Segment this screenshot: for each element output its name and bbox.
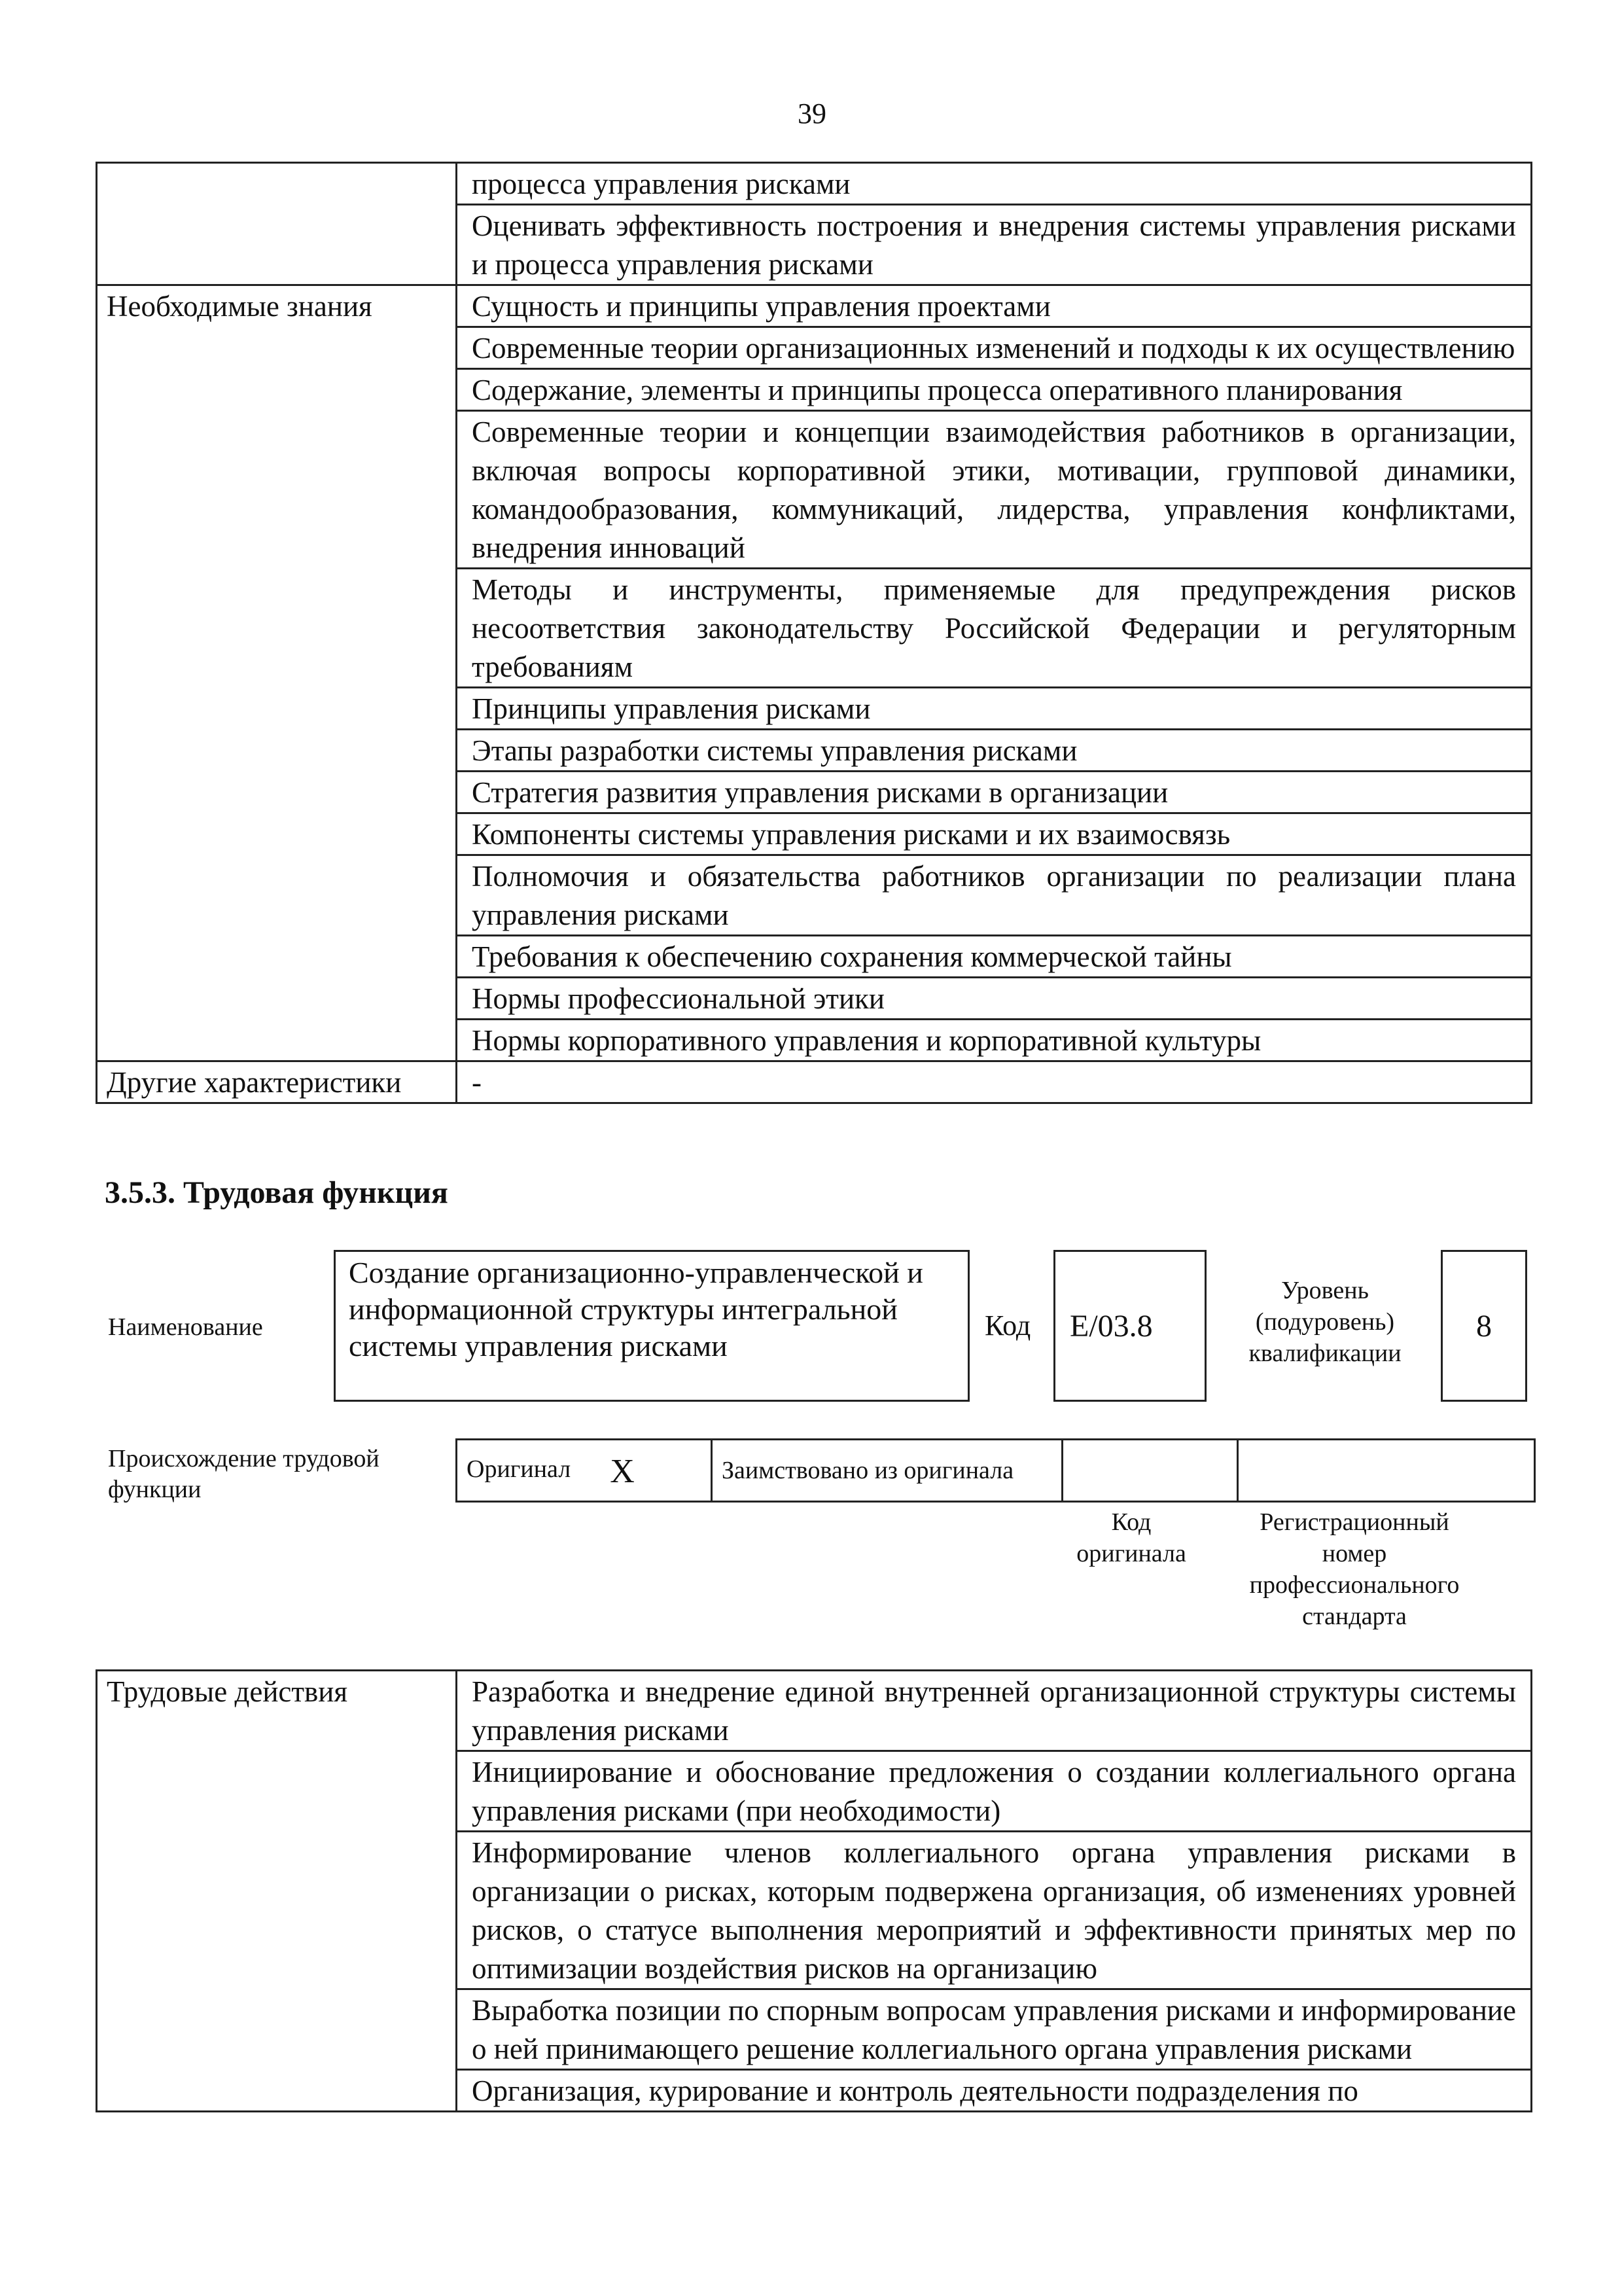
name-label: Наименование	[108, 1313, 263, 1341]
table-row	[97, 285, 1532, 327]
origin-original-cell	[457, 1440, 712, 1502]
function-name-box: Создание организационно-управленческой и информационной структуры интегральной системы управления рисками	[334, 1250, 970, 1402]
table-cell: Содержание, элементы и принципы процесса оперативного планирования	[457, 369, 1532, 411]
knowledge-table	[96, 162, 1532, 1104]
table-cell: Требования к обеспечению сохранения коммерческой тайны	[457, 936, 1532, 978]
origin-mark: X	[610, 1452, 635, 1490]
section-heading: 3.5.3. Трудовая функция	[105, 1175, 448, 1210]
table-cell: -	[457, 1061, 1532, 1103]
table-cell: Информирование членов коллегиального органа управления рисками в организации о рисках, которым подвержена организация, об изменениях уровней рисков, о статусе выполнения мероприятий и эффективности принятых мер по оптимизации воздействия рисков на организацию	[457, 1832, 1532, 1989]
table-cell: Принципы управления рисками	[457, 688, 1532, 730]
qualification-level-label: Уровень (подуровень) квалификации	[1248, 1277, 1402, 1367]
qualification-level-box: 8	[1441, 1250, 1527, 1402]
table-cell: Нормы профессиональной этики	[457, 978, 1532, 1020]
page-number: 39	[798, 98, 826, 130]
origin-code-cell	[1063, 1440, 1238, 1502]
table-cell: Разработка и внедрение единой внутренней организационной структуры системы управления рисками	[457, 1671, 1532, 1751]
table-cell: Выработка позиции по спорным вопросам управления рисками и информирование о ней принимающего решение коллегиального органа управления рисками	[457, 1989, 1532, 2070]
row-label-actions: Трудовые действия	[97, 1671, 457, 2112]
table-cell: Современные теории и концепции взаимодействия работников в организации, включая вопросы корпоративной этики, мотивации, групповой динамики, командообразования, коммуникаций, лидерства, управления конфликтами, внедрения инноваций	[457, 411, 1532, 569]
table-cell: процесса управления рисками	[457, 163, 1532, 205]
origin-original-label: Оригинал	[467, 1455, 571, 1484]
table-cell: Организация, курирование и контроль деятельности подразделения по	[457, 2070, 1532, 2112]
table-cell: Оценивать эффективность построения и внедрения системы управления рисками и процесса управления рисками	[457, 205, 1532, 285]
labor-actions-table	[96, 1669, 1532, 2112]
row-label-knowledge: Необходимые знания	[97, 285, 457, 1061]
origin-table	[455, 1438, 1536, 1503]
table-cell: Этапы разработки системы управления рисками	[457, 730, 1532, 772]
table-cell: Инициирование и обоснование предложения о создании коллегиального органа управления рисками (при необходимости)	[457, 1751, 1532, 1832]
table-row	[457, 1440, 1535, 1502]
table-row	[97, 1061, 1532, 1103]
registration-number-caption: Регистрационный номер профессионального стандарта	[1249, 1508, 1460, 1630]
table-cell: Компоненты системы управления рисками и их взаимосвязь	[457, 813, 1532, 855]
origin-code-caption: Код оригинала	[1076, 1508, 1186, 1567]
origin-borrowed-cell: Заимствовано из оригинала	[712, 1440, 1063, 1502]
origin-label: Происхождение трудовой функции	[108, 1445, 380, 1503]
table-cell: Современные теории организационных изменений и подходы к их осуществлению	[457, 327, 1532, 369]
table-cell: Полномочия и обязательства работников организации по реализации плана управления рисками	[457, 855, 1532, 936]
row-label	[97, 163, 457, 285]
code-label: Код	[985, 1309, 1031, 1342]
table-cell: Нормы корпоративного управления и корпоративной культуры	[457, 1020, 1532, 1061]
row-label-other: Другие характеристики	[97, 1061, 457, 1103]
table-cell: Стратегия развития управления рисками в организации	[457, 772, 1532, 813]
table-cell: Методы и инструменты, применяемые для предупреждения рисков несоответствия законодательству Российской Федерации и регуляторным требованиям	[457, 569, 1532, 688]
table-row	[97, 163, 1532, 205]
function-code-box: E/03.8	[1053, 1250, 1207, 1402]
table-cell: Сущность и принципы управления проектами	[457, 285, 1532, 327]
table-row	[97, 1671, 1532, 1751]
registration-number-cell	[1238, 1440, 1535, 1502]
